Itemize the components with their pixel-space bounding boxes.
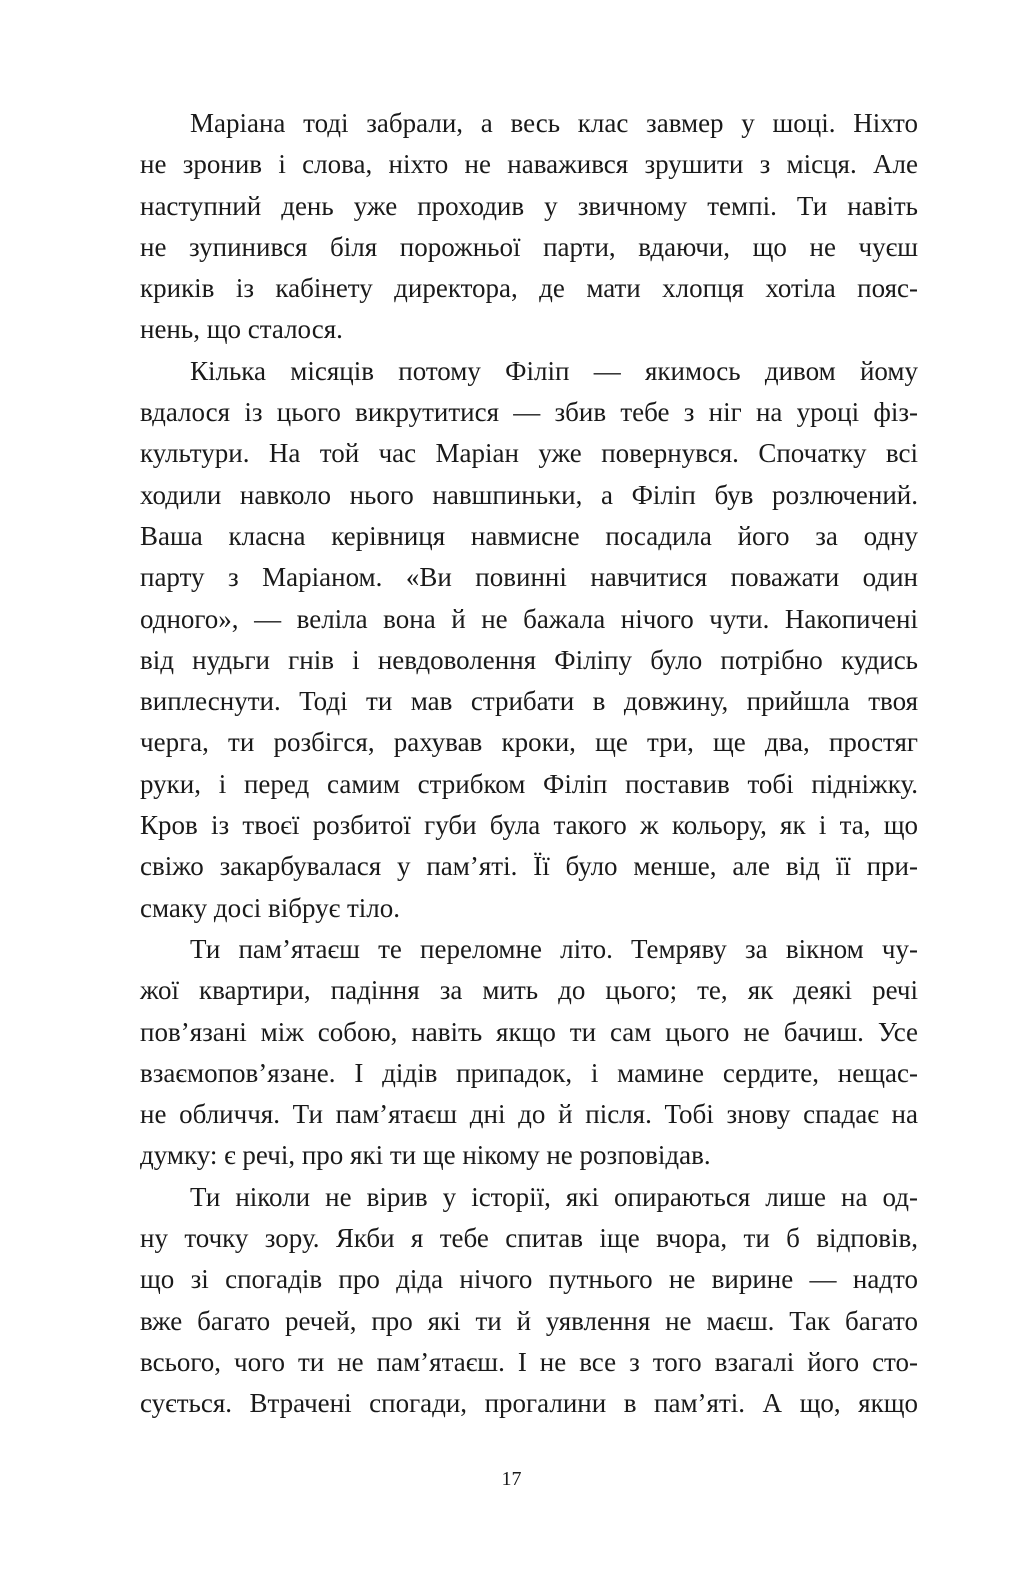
- text-line: Ти пам’ятаєш те переломне літо. Темряву за вікном чу-: [190, 933, 918, 964]
- text-line: вже багато речей, про які ти й уявлення не маєш. Так багато: [140, 1305, 918, 1336]
- paragraph: [140, 103, 918, 351]
- text-line: сується. Втрачені спогади, прогалини в пам’яті. А що, якщо: [140, 1388, 918, 1419]
- text-line: Ти ніколи не вірив у історії, які опираються лише на од-: [190, 1181, 918, 1212]
- text-line: парту з Маріаном. «Ви повинні навчитися поважати один: [140, 562, 918, 593]
- text-line: руки, і перед самим стрибком Філіп поставив тобі підніжку.: [140, 768, 918, 799]
- paragraph: [140, 929, 918, 1177]
- text-line: черга, ти розбігся, рахував кроки, ще три, ще два, простяг: [140, 727, 918, 758]
- text-line: вдалося із цього викрутитися — збив тебе з ніг на уроці фіз-: [140, 397, 918, 428]
- text-line: ну точку зору. Якби я тебе спитав іще вчора, ти б відповів,: [140, 1223, 918, 1254]
- text-line: думку: є речі, про які ти ще нікому не розповідав.: [140, 1140, 711, 1171]
- text-line: нень, що сталося.: [140, 314, 343, 345]
- text-line: пов’язані між собою, навіть якщо ти сам цього не бачиш. Усе: [140, 1016, 918, 1047]
- text-line: взаємопов’язане. І дідів припадок, і мамине сердите, нещас-: [140, 1057, 918, 1088]
- text-line: не зронив і слова, ніхто не наважився зрушити з місця. Але: [140, 149, 918, 180]
- text-line: від нудьги гнів і невдоволення Філіпу було потрібно кудись: [140, 644, 918, 675]
- text-line: не зупинився біля порожньої парти, вдаючи, що не чуєш: [140, 231, 918, 262]
- text-line: не обличчя. Ти пам’ятаєш дні до й після. Тобі знову спадає на: [140, 1099, 918, 1130]
- text-line: наступний день уже проходив у звичному темпі. Ти навіть: [140, 190, 918, 221]
- paragraph: [140, 1177, 918, 1425]
- body-text: [140, 103, 918, 1425]
- text-line: що зі спогадів про діда нічого путнього не вирине — надто: [140, 1264, 918, 1295]
- page-number: 17: [501, 1468, 522, 1490]
- text-line: ходили навколо нього навшпиньки, а Філіп був розлючений.: [140, 479, 918, 510]
- text-line: Ваша класна керівниця навмисне посадила його за одну: [140, 520, 918, 551]
- text-line: криків із кабінету директора, де мати хлопця хотіла пояс-: [140, 273, 918, 304]
- text-line: свіжо закарбувалася у пам’яті. Її було менше, але від її при-: [140, 851, 918, 882]
- text-line: культури. На той час Маріан уже повернувся. Спочатку всі: [140, 438, 918, 469]
- text-line: смаку досі вібрує тіло.: [140, 892, 400, 923]
- text-line: всього, чого ти не пам’ятаєш. І не все з того взагалі його сто-: [140, 1346, 918, 1377]
- paragraph: [140, 351, 918, 929]
- text-line: жої квартири, падіння за мить до цього; те, як деякі речі: [140, 975, 918, 1006]
- text-line: виплеснути. Тоді ти мав стрибати в довжину, прийшла твоя: [140, 686, 918, 717]
- text-line: Кілька місяців потому Філіп — якимось дивом йому: [190, 355, 918, 386]
- text-line: Кров із твоєї розбитої губи була такого ж кольору, як і та, що: [140, 810, 918, 841]
- text-line: одного», — веліла вона й не бажала нічого чути. Накопичені: [140, 603, 918, 634]
- text-line: Маріана тоді забрали, а весь клас завмер у шоці. Ніхто: [190, 108, 918, 138]
